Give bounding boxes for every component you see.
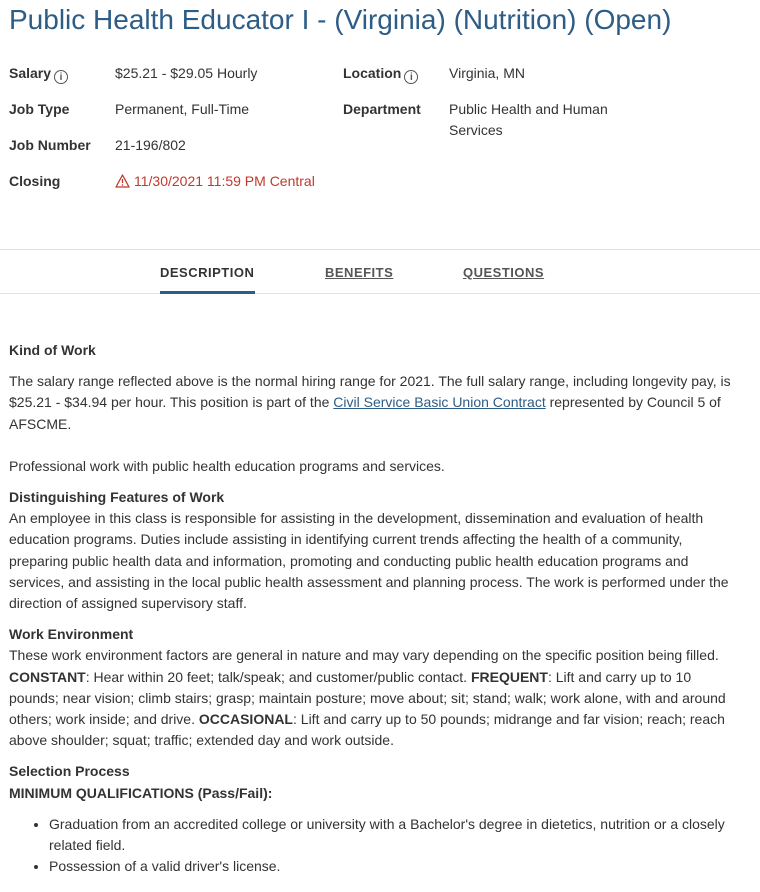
tab-description[interactable]: DESCRIPTION xyxy=(160,265,255,280)
list-item: • Possession of a valid driver's license. xyxy=(49,856,734,877)
distinguishing-heading: Distinguishing Features of Work xyxy=(9,489,225,506)
warning-icon xyxy=(115,174,130,188)
department-line-2: Services xyxy=(449,122,503,138)
qualifications-list xyxy=(9,814,734,878)
location-label: Location i xyxy=(343,63,418,84)
active-tab-indicator xyxy=(160,291,255,294)
union-contract-link[interactable]: Civil Service Basic Union Contract xyxy=(333,394,546,411)
kind-text-b: represented by Council 5 of AFSCME. xyxy=(9,394,721,432)
env-text-b: : Hear within 20 feet; talk/speak; and customer/public contact. xyxy=(85,668,471,685)
jobtype-value: Permanent, Full-Time xyxy=(115,101,250,117)
department-value xyxy=(449,99,649,141)
env-occasional: OCCASIONAL xyxy=(198,711,293,728)
tab-bar xyxy=(0,249,760,294)
kind-of-work-heading: Kind of Work xyxy=(9,342,96,358)
closing-value xyxy=(115,171,315,192)
env-text-a: These work environment factors are general in nature and may vary depending on the specific position being filled. xyxy=(9,647,719,664)
kind-of-work-paragraph xyxy=(9,371,734,435)
jobnumber-label: Job Number xyxy=(9,137,91,153)
description-content xyxy=(9,340,734,877)
jobtype-label: Job Type xyxy=(9,101,70,117)
department-line-1: Public Health and Human xyxy=(449,101,608,117)
kind-of-work-summary: Professional work with public health education programs and services. xyxy=(9,457,445,474)
tab-benefits[interactable]: BENEFITS xyxy=(325,265,394,280)
closing-label: Closing xyxy=(9,173,61,189)
closing-date: 11/30/2021 11:59 PM Central xyxy=(134,173,315,189)
list-item: • Graduation from an accredited college or university with a Bachelor's degree in dietetics, nutrition or a closely related field. xyxy=(49,814,734,856)
work-environment-body xyxy=(9,645,734,751)
distinguishing-body: An employee in this class is responsible for assisting in the development, dissemination and evaluation of health education programs. Duties include assisting in identifying current trends affecting the health of a community, preparing public health data and information, promoting and conducting public health education programs and services, and assisting in the local public health assessment and planning process. The work is performed under the direction of assigned supervisory staff. xyxy=(9,510,729,612)
jobnumber-value: 21-196/802 xyxy=(115,137,186,153)
job-title: Public Health Educator I - (Virginia) (Nutrition) (Open) xyxy=(9,4,672,35)
env-text-d: : Lift and carry up to 50 pounds; midrange and far vision; reach; reach above shoulder; squat; traffic; extended day and work outside. xyxy=(9,711,725,749)
salary-value: $25.21 - $29.05 Hourly xyxy=(115,65,258,81)
env-text-c: : Lift and carry up to 10 pounds; near vision; climb stairs; grasp; maintain posture; move about; sit; stand; walk; work alone, with and around others; work inside; and drive. xyxy=(9,668,726,728)
kind-text-a: The salary range reflected above is the normal hiring range for 2021. The full salary range, including longevity pay, is $25.21 - $34.94 per hour. This position is part of the xyxy=(9,373,731,411)
tab-questions[interactable]: QUESTIONS xyxy=(463,265,545,280)
info-icon[interactable]: i xyxy=(54,70,68,84)
env-constant: CONSTANT xyxy=(9,668,86,685)
info-icon[interactable]: i xyxy=(404,70,418,84)
work-environment-heading: Work Environment xyxy=(9,626,134,643)
minimum-qualifications-heading: MINIMUM QUALIFICATIONS (Pass/Fail): xyxy=(9,784,273,801)
location-value: Virginia, MN xyxy=(449,65,525,81)
salary-label: Salary i xyxy=(9,63,68,84)
env-frequent: FREQUENT xyxy=(470,668,548,685)
department-label: Department xyxy=(343,101,421,117)
selection-process-heading: Selection Process xyxy=(9,763,130,780)
